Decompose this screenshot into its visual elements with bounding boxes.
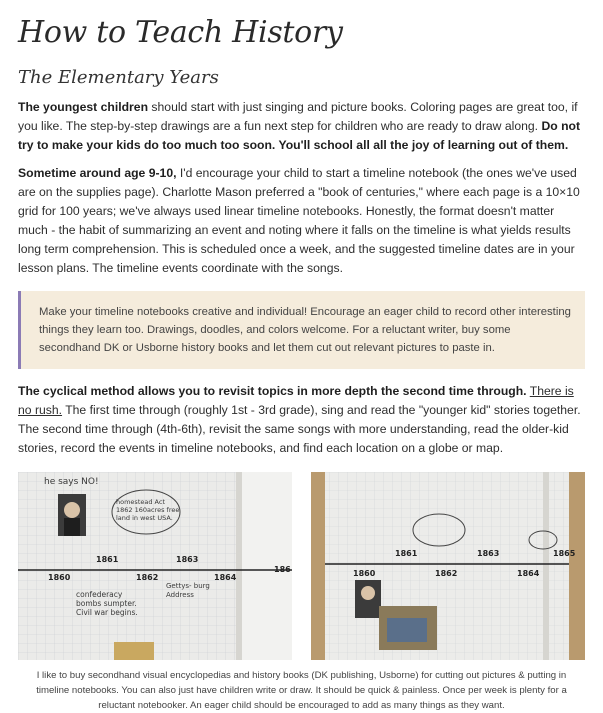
- year-label: 186: [274, 565, 291, 574]
- photo-row: [18, 472, 585, 660]
- lead-age: Sometime around age 9-10,: [18, 166, 177, 180]
- page-title: How to Teach History: [18, 15, 343, 50]
- year-label: 1865: [553, 549, 576, 558]
- year-label: 1861: [96, 555, 119, 564]
- section-heading: The Elementary Years: [18, 67, 219, 88]
- callout-box: [18, 291, 585, 369]
- notebook-illustration-left: [18, 472, 292, 660]
- warning-text: Do not try to make your kids do too much too soon. You'll school all all the joy of learning out of them.: [18, 119, 581, 152]
- handwritten-note: homestead Act 1862 160acres free land in west USA.: [116, 498, 180, 522]
- year-label: 1862: [435, 569, 458, 578]
- handwritten-note: confederacy bombs sumpter. Civil war begins.: [76, 590, 138, 617]
- paragraph-timeline: [18, 164, 585, 278]
- year-label: 1860: [48, 573, 71, 582]
- handwritten-note: Gettys- burg Address: [166, 582, 210, 599]
- cutout-picture-icon: [114, 642, 154, 660]
- year-label: 1860: [353, 569, 376, 578]
- cyclical-bold: The cyclical method allows you to revisit topics in more depth the second time through.: [18, 384, 527, 398]
- year-label: 1862: [136, 573, 159, 582]
- timeline-notebook-photo-left: [18, 472, 292, 660]
- cyclical-text: The first time through (roughly 1st - 3rd grade), sing and read the "younger kid" stories together. The second time through (4th-6th), revisit the same songs with more understanding, read the older-kid stories, record the events in timeline notebooks, and find each location on a globe or map.: [18, 403, 581, 455]
- timeline-notebook-photo-right: [311, 472, 585, 660]
- year-label: 1864: [214, 573, 237, 582]
- handwritten-note: he says NO!: [44, 477, 99, 487]
- text-timeline: I'd encourage your child to start a timeline notebook (the ones we've used are on the supplies page). Charlotte Mason preferred a "book of centuries," where each page is a 10×10 grid for 100 years; we've always used linear timeline notebooks. Honestly, the format doesn't matter much - the habit of summarizing an event and noting where it falls on the timeline is what yields results long term comprehension. This is scheduled once a week, and the suggested timeline dates are in your lesson plans. The timeline events coordinate with the songs.: [18, 166, 580, 275]
- paragraph-cyclical: [18, 382, 585, 458]
- year-label: 1863: [176, 555, 199, 564]
- year-label: 1863: [477, 549, 500, 558]
- no-rush-text: There is no rush.: [18, 384, 574, 417]
- lead-youngest: The youngest children: [18, 100, 149, 114]
- notebook-illustration-right: [311, 472, 585, 660]
- paragraph-youngest: [18, 98, 585, 155]
- photo-caption: I like to buy secondhand visual encyclopedias and history books (DK publishing, Usborne) for cutting out pictures & putting in timeline notebooks. You can also just have children write or draw. It should be quick & painless. Once per week is plenty for a reluctant notebooker. An eager child should be encouraged to add as many things as they want.: [36, 670, 567, 711]
- year-label: 1861: [395, 549, 418, 558]
- year-label: 1864: [517, 569, 540, 578]
- text-youngest: should start with just singing and picture books. Coloring pages are great too, if you like. The step-by-step drawings are a fun next step for children who are ready to draw along.: [18, 100, 578, 133]
- callout-text: Make your timeline notebooks creative and individual! Encourage an eager child to record other interesting things they learn too. Drawings, doodles, and colors welcome. For a reluctant writer, buy some secondhand DK or Usborne history books and let them cut out relevant pictures to paste in.: [39, 306, 571, 354]
